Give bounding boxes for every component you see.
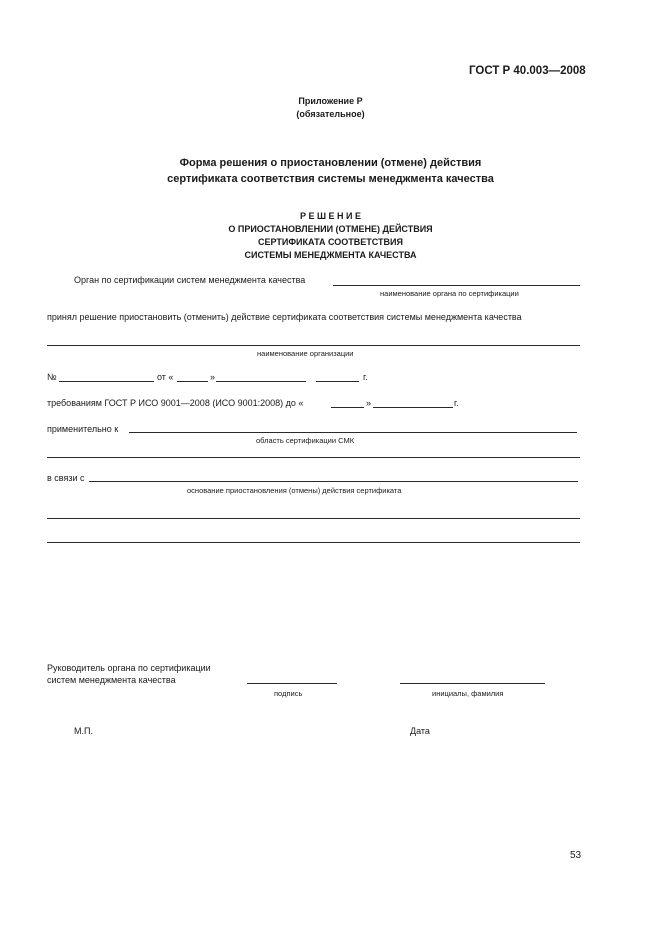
appendix-status: (обязательное)	[296, 109, 365, 119]
applicable-underline	[129, 432, 577, 433]
decision-line2: СЕРТИФИКАТА СООТВЕТСТВИЯ	[258, 237, 403, 247]
decision-line3: СИСТЕМЫ МЕНЕДЖМЕНТА КАЧЕСТВА	[244, 250, 417, 260]
req-day-underline	[331, 407, 364, 408]
stamp-label: М.П.	[74, 726, 93, 736]
form-title-line2: сертификата соответствия системы менеджмента качества	[167, 173, 494, 185]
page-number: 53	[570, 850, 582, 861]
form-title-line1: Форма решения о приостановлении (отмене) действия	[179, 157, 482, 169]
req-month-underline	[373, 407, 453, 408]
year-underline	[316, 381, 359, 382]
appendix-title: Приложение Р	[298, 96, 363, 106]
decision-line1: О ПРИОСТАНОВЛЕНИИ (ОТМЕНЕ) ДЕЙСТВИЯ	[228, 224, 433, 234]
day-underline	[177, 381, 208, 382]
year-suffix: г.	[363, 372, 368, 382]
reason-underline-3	[47, 542, 580, 543]
name-underline	[400, 683, 545, 684]
scope-caption: область сертификации СМК	[256, 436, 355, 445]
signature-caption: подпись	[274, 689, 303, 698]
reason-caption: основание приостановления (отмены) действия сертификата	[187, 486, 402, 495]
quote-close: »	[210, 372, 216, 382]
name-caption: инициалы, фамилия	[432, 689, 504, 698]
signature-underline	[247, 683, 337, 684]
organ-caption: наименование органа по сертификации	[380, 289, 519, 298]
organization-underline	[47, 345, 580, 346]
decision-text: принял решение приостановить (отменить) действие сертификата соответствия системы менеджмента качества	[47, 312, 522, 322]
reason-underline	[89, 481, 578, 482]
date-label: Дата	[410, 726, 430, 736]
standard-header: ГОСТ Р 40.003—2008	[469, 65, 586, 77]
reason-label: в связи с	[47, 473, 85, 483]
number-label: №	[47, 372, 57, 382]
req-quote-close: »	[366, 398, 372, 408]
number-underline	[59, 381, 154, 382]
decision-word: Р Е Ш Е Н И Е	[299, 211, 362, 221]
organ-label: Орган по сертификации систем менеджмента качества	[74, 275, 306, 285]
from-label: от «	[157, 372, 174, 382]
organization-caption: наименование организации	[257, 349, 354, 358]
requirements-text: требованиям ГОСТ Р ИСО 9001—2008 (ИСО 9001:2008) до «	[47, 398, 304, 408]
scope-underline-2	[47, 457, 580, 458]
head-line1: Руководитель органа по сертификации	[47, 663, 211, 673]
req-year: г.	[454, 398, 459, 408]
reason-underline-2	[47, 518, 580, 519]
applicable-label: применительно к	[47, 424, 119, 434]
organ-underline	[333, 285, 580, 286]
month-underline	[216, 381, 306, 382]
head-line2: систем менеджмента качества	[47, 675, 176, 685]
